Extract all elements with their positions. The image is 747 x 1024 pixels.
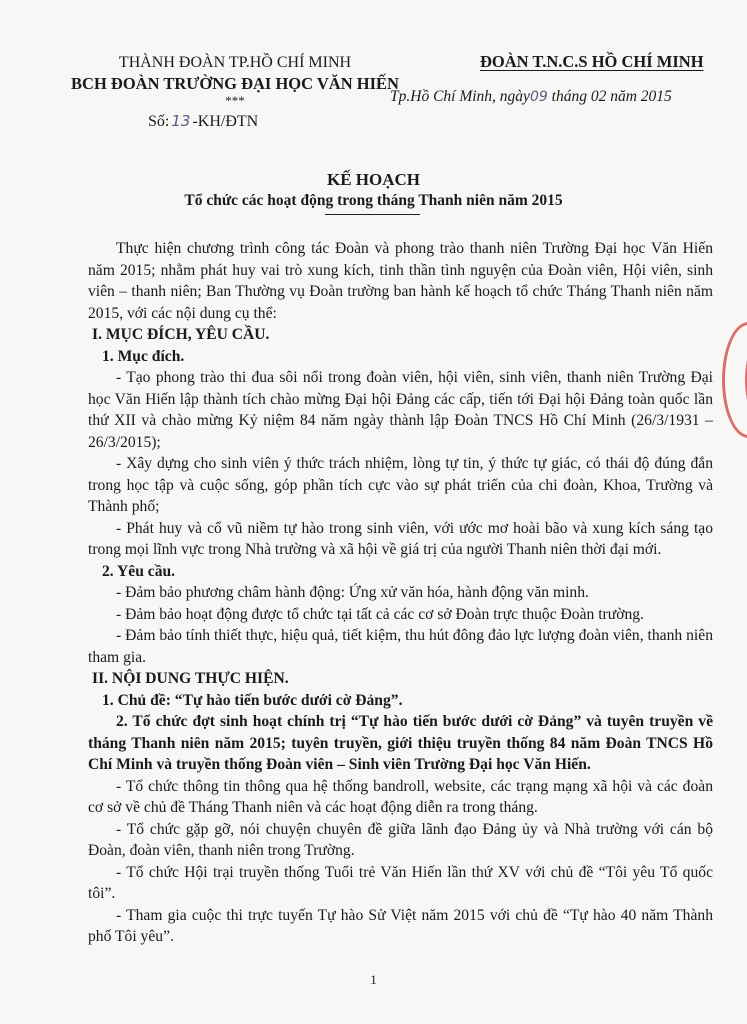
page-number: 1 (370, 972, 377, 987)
paragraph: - Tổ chức thông tin thông qua hệ thống bandroll, website, các trạng mạng xã hội và các đoàn cơ sở về chủ đề Tháng Thanh niên và các hoạt động diễn ra trong tháng. (88, 777, 713, 816)
document-title: KẾ HOẠCH (326, 170, 421, 189)
paragraph: - Tham gia cuộc thi trực tuyến Tự hào Sử Việt năm 2015 với chủ đề “Tự hào 40 năm Thành phố Tôi yêu”. (88, 906, 713, 945)
section-2-heading: II. NỘI DUNG THỰC HIỆN. (92, 670, 289, 687)
section-1-1-heading: 1. Mục đích. (102, 347, 185, 365)
paragraph: - Đảm bảo tính thiết thực, hiệu quả, tiết kiệm, thu hút đông đảo lực lượng đoàn viên, thanh niên tham gia. (88, 627, 713, 666)
header-right-org: ĐOÀN T.N.C.S HỒ CHÍ MINH (480, 52, 704, 71)
header-left-block (70, 52, 400, 108)
paragraph: - Phát huy và cổ vũ niềm tự hào trong sinh viên, với ước mơ hoài bão và xung kích sáng tạo trong mọi lĩnh vực trong Nhà trường và xã hội về giá trị của người Thanh niên thời đại mới. (88, 519, 713, 558)
section-2-2-heading: 2. Tổ chức đợt sinh hoạt chính trị “Tự hào tiến bước dưới cờ Đảng” và tuyên truyền về tháng Thanh niên năm 2015; tuyên truyền, giới thiệu truyền thống 84 năm Đoàn TNCS Hồ Chí Minh và truyền thống Đoàn viên – Sinh viên Trường Đại học Văn Hiến. (88, 713, 713, 773)
document-subtitle: Tổ chức các hoạt động trong tháng Thanh niên năm 2015 (184, 192, 563, 209)
org-line-1: THÀNH ĐOÀN TP.HỒ CHÍ MINH (118, 54, 352, 71)
section-1-heading: I. MỤC ĐÍCH, YÊU CẦU. (92, 326, 270, 343)
doc-number-handwritten: 13 (171, 112, 191, 130)
paragraph: - Tổ chức gặp gỡ, nói chuyện chuyên đề giữa lãnh đạo Đảng ủy và Nhà trường với cán bộ Đoàn, đoàn viên, thanh niên trong Trường. (88, 820, 713, 859)
section-1-2-heading: 2. Yêu cầu. (102, 562, 176, 580)
paragraph: - Đảm bảo hoạt động được tổ chức tại tất cả các cơ sở Đoàn trực thuộc Đoàn trường. (116, 605, 644, 623)
date-prefix: Tp.Hồ Chí Minh, ngày (390, 88, 530, 105)
document-date (390, 88, 672, 106)
paragraph: - Xây dựng cho sinh viên ý thức trách nhiệm, lòng tự tin, ý thức tự giác, có thái độ đúng đắn trong học tập và cuộc sống, góp phần tích cực vào sự phát triển của chi đoàn, Khoa, Trường và Thành phố; (88, 455, 713, 515)
intro-paragraph: Thực hiện chương trình công tác Đoàn và phong trào thanh niên Trường Đại học Văn Hiến năm 2015; nhằm phát huy vai trò xung kích, tinh thần tình nguyện của Đoàn viên, Hội viên, sinh viên – thanh niên; Ban Thường vụ Đoàn trường ban hành kế hoạch tổ chức Tháng Thanh niên năm 2015, với các nội dung cụ thể: (88, 240, 713, 322)
paragraph: - Tổ chức Hội trại truyền thống Tuổi trẻ Văn Hiến lần thứ XV với chủ đề “Tôi yêu Tổ quốc tôi”. (88, 863, 713, 902)
section-2-1-heading: 1. Chủ đề: “Tự hào tiến bước dưới cờ Đảng”. (102, 691, 403, 709)
document-number (148, 112, 258, 131)
document-body (88, 238, 713, 948)
paragraph: - Đảm bảo phương châm hành động: Ứng xử văn hóa, hành động văn minh. (116, 584, 589, 601)
title-divider (325, 214, 420, 215)
date-day-handwritten: 09 (529, 89, 548, 105)
paragraph: - Tạo phong trào thi đua sôi nổi trong đoàn viên, hội viên, sinh viên, thanh niên Trường Đại học Văn Hiến lập thành tích chào mừng Đại hội Đảng các cấp, tiến tới Đại hội Đảng toàn quốc lần thứ XII và chào mừng Kỷ niệm 84 năm ngày thành lập Đoàn TNCS Hồ Chí Minh (26/3/1931 – 26/3/2015); (88, 369, 713, 451)
doc-number-prefix: Số: (148, 113, 170, 130)
org-stars: *** (225, 93, 245, 108)
date-suffix: tháng 02 năm 2015 (551, 88, 672, 105)
red-seal-stamp-icon (722, 322, 747, 438)
doc-number-suffix: -KH/ĐTN (192, 113, 259, 130)
org-line-2: BCH ĐOÀN TRƯỜNG ĐẠI HỌC VĂN HIẾN (71, 74, 399, 93)
